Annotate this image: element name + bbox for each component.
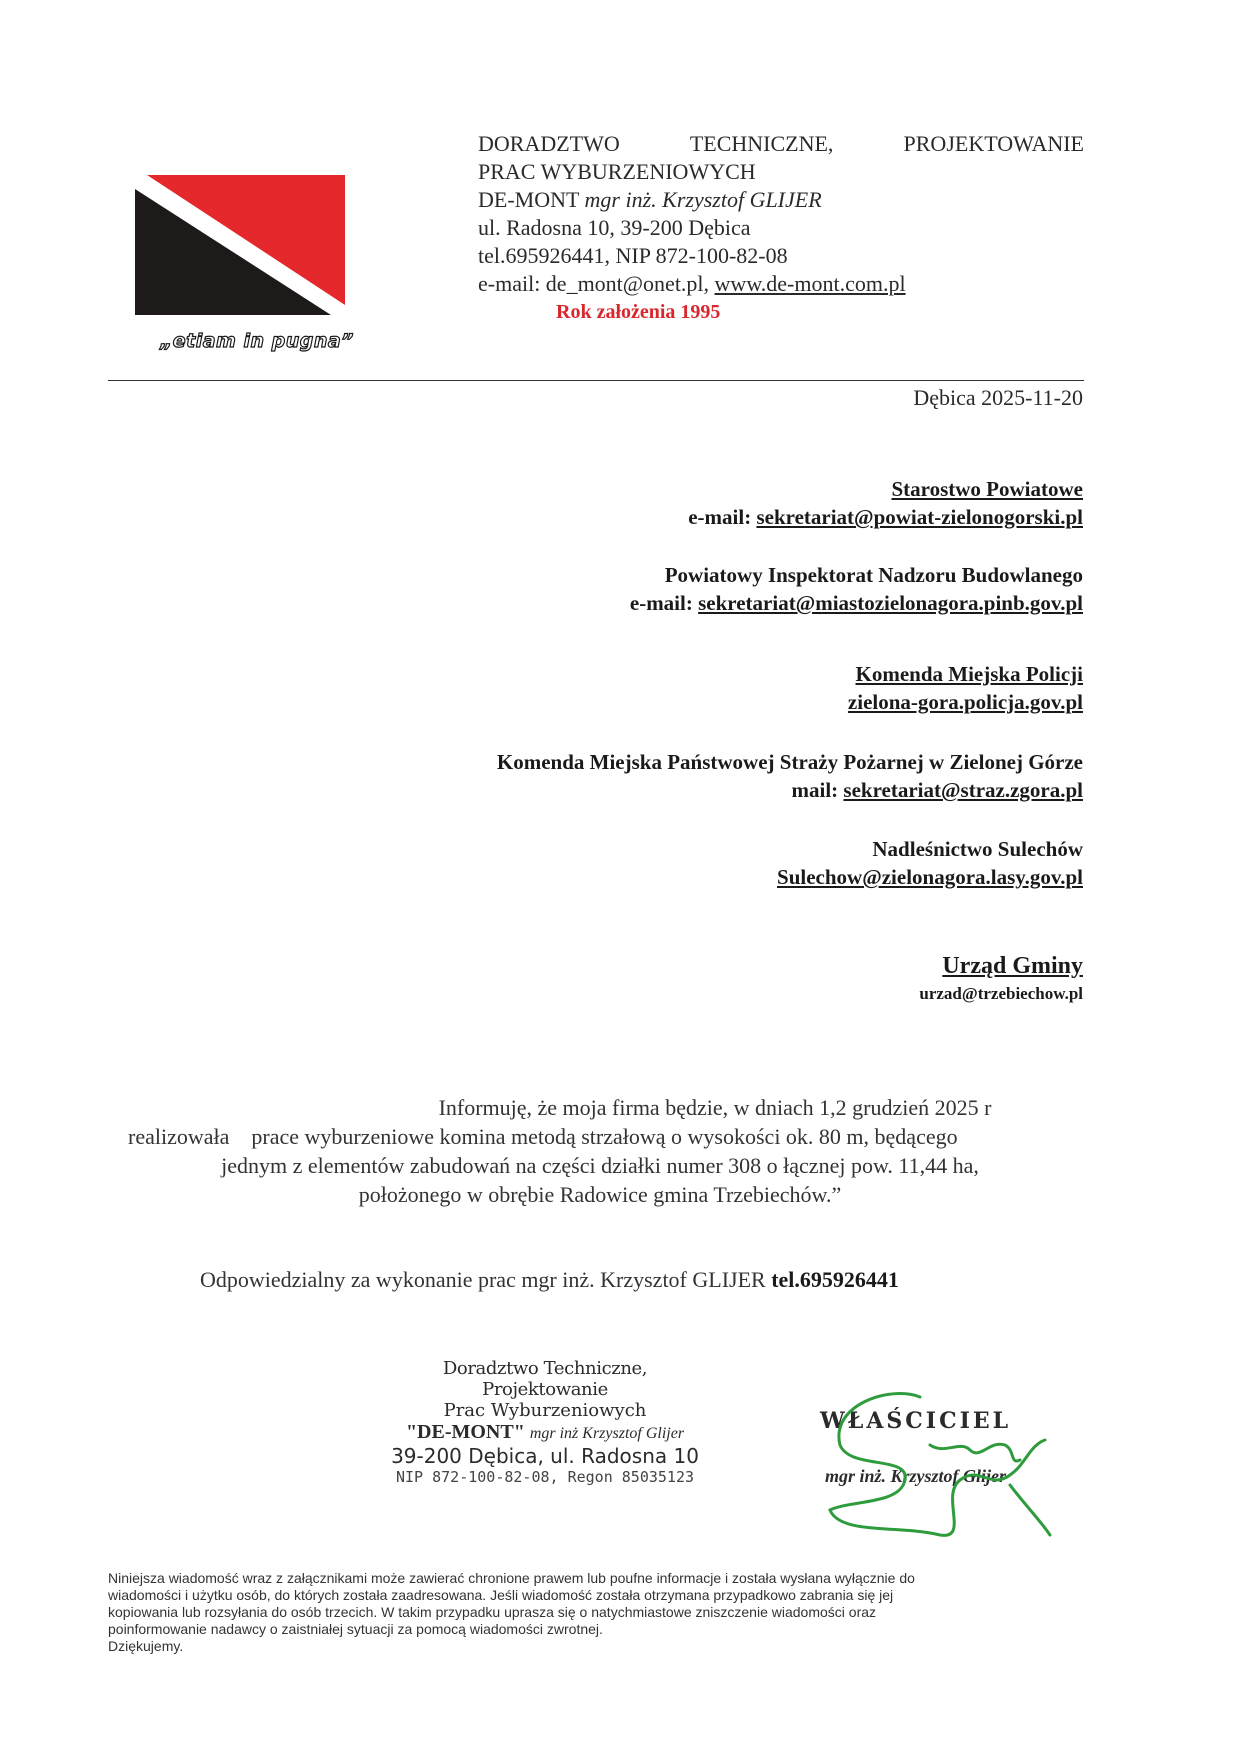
website-link[interactable]: www.de-mont.com.pl	[714, 271, 906, 296]
founded-year: Rok założenia 1995	[556, 301, 721, 323]
letterhead-phone: tel.695926441, NIP 872-100-82-08	[478, 243, 788, 268]
recipient-nadlesnictwo: Nadleśnictwo Sulechów Sulechow@zielonagora.lasy.gov.pl	[777, 837, 1083, 889]
confidentiality-notice: Niniejsza wiadomość wraz z załącznikami może zawierać chronione prawem lub poufne informacje i została wysłana wyłącznie do wiadomości i użytku osób, do których została zaadresowana. Jeśli wiadomość została otrzymana przypadkowo zabrania się jej kopiowania lub rozsyłania do osób trzecich. W takim przypadku uprasza się o natychmiastowe zniszczenie wiadomości oraz poinformowanie nadawcy o zaistniałej sytuacji za pomocą wiadomości zwrotnej. Dziękujemy.	[108, 1570, 915, 1654]
company-motto: „etiam in pugna”	[160, 330, 354, 352]
letterhead-line2: PRAC WYBURZENIOWYCH	[478, 159, 756, 184]
recipient-email[interactable]: sekretariat@straz.zgora.pl	[843, 778, 1083, 802]
recipient-urzad-gminy: Urząd Gminy urzad@trzebiechow.pl	[919, 952, 1083, 1008]
company-logo	[135, 175, 345, 315]
header-divider	[108, 380, 1084, 381]
owner-stamp: WŁAŚCICIEL mgr inż. Krzysztof Glijer	[820, 1408, 1012, 1486]
responsible-person: Odpowiedzialny za wykonanie prac mgr inż. Krzysztof GLIJER tel.695926441	[200, 1267, 899, 1292]
recipient-email[interactable]: sekretariat@powiat-zielonogorski.pl	[756, 505, 1083, 529]
recipient-pinb: Powiatowy Inspektorat Nadzoru Budowlanego e-mail: sekretariat@miastozielonagora.pinb.gov.pl	[629, 563, 1083, 615]
letterhead-line1: DORADZTWO TECHNICZNE, PROJEKTOWANIE	[478, 131, 1084, 156]
recipient-starostwo: Starostwo Powiatowe e-mail: sekretariat@powiat-zielonogorski.pl	[688, 477, 1083, 529]
handwritten-signature	[810, 1385, 1070, 1545]
letter-date: Dębica 2025-11-20	[913, 385, 1083, 410]
company-stamp: Doradztwo Techniczne, Projektowanie Prac Wyburzeniowych "DE-MONT" mgr inż Krzysztof Glijer 39-200 Dębica, ul. Radosna 10 NIP 872-100-82-08, Regon 85035123	[391, 1358, 699, 1486]
letterhead-email: e-mail: de_mont@onet.pl, www.de-mont.com.pl	[478, 271, 906, 296]
recipient-email[interactable]: urzad@trzebiechow.pl	[919, 984, 1083, 1003]
letterhead	[478, 130, 1084, 326]
recipient-policja: Komenda Miejska Policji zielona-gora.policja.gov.pl	[847, 662, 1083, 714]
recipient-email[interactable]: sekretariat@miastozielonagora.pinb.gov.pl	[698, 591, 1083, 615]
letterhead-company: DE-MONT mgr inż. Krzysztof GLIJER	[478, 187, 822, 212]
recipient-website[interactable]: zielona-gora.policja.gov.pl	[847, 690, 1083, 714]
recipient-straz: Komenda Miejska Państwowej Straży Pożarnej w Zielonej Górze mail: sekretariat@straz.zgora.pl	[496, 750, 1083, 802]
responsible-phone: tel.695926441	[771, 1267, 899, 1292]
letterhead-address: ul. Radosna 10, 39-200 Dębica	[478, 215, 751, 240]
letter-body: Informuję, że moja firma będzie, w dniach 1,2 grudzień 2025 r realizowała prace wyburzeniowe komina metodą strzałową o wysokości ok. 80 m, będącego jednym z elementów zabudowań na części działki numer 308 o łącznej pow. 11,44 ha, położonego w obrębie Radowice gmina Trzebiechów.”	[128, 1095, 992, 1207]
recipient-email[interactable]: Sulechow@zielonagora.lasy.gov.pl	[777, 865, 1083, 889]
